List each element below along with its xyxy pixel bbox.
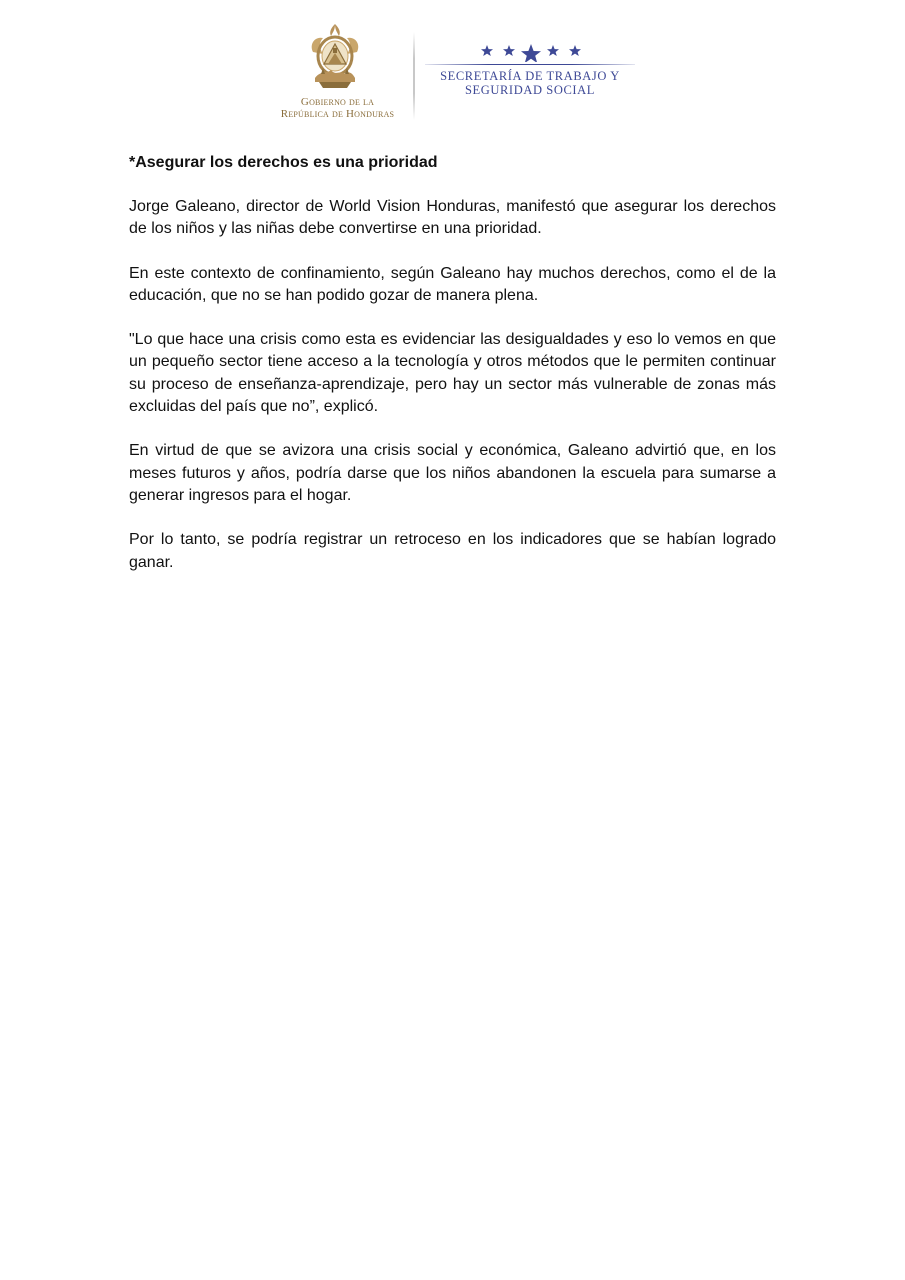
government-logo xyxy=(265,22,410,122)
paragraph-4: En virtud de que se avizora una crisis social y económica, Galeano advirtió que, en los meses futuros y años, podría darse que los niños abandonen la escuela para sumarse a generar ingresos para el hogar. xyxy=(129,442,776,504)
paragraph-1: Jorge Galeano, director de World Vision Honduras, manifestó que asegurar los derechos de los niños y las niñas debe convertirse en una prioridad. xyxy=(129,198,776,238)
logo-divider xyxy=(413,32,415,120)
ministry-name-line-2: SEGURIDAD SOCIAL xyxy=(464,83,596,97)
article-body xyxy=(129,152,776,574)
ministry-logo xyxy=(425,40,640,110)
government-name-line-1: Gobierno de la xyxy=(300,96,375,108)
coat-of-arms-icon xyxy=(307,22,363,92)
ministry-rule xyxy=(425,64,635,65)
paragraph-5: Por lo tanto, se podría registrar un retroceso en los indicadores que se habían logrado ganar. xyxy=(129,531,776,571)
ministry-name-line-1: SECRETARÍA DE TRABAJO Y xyxy=(440,69,620,83)
stars-icon xyxy=(425,40,640,62)
section-heading: *Asegurar los derechos es una prioridad xyxy=(129,154,438,171)
government-name-line-2: República de Honduras xyxy=(280,108,395,120)
paragraph-2: En este contexto de confinamiento, según Galeano hay muchos derechos, como el de la educación, que no se han podido gozar de manera plena. xyxy=(129,264,776,304)
paragraph-3: "Lo que hace una crisis como esta es evidenciar las desigualdades y eso lo vemos en que un pequeño sector tiene acceso a la tecnología y otros métodos que le permiten continuar su proceso de enseñanza-aprendizaje, pero hay un sector más vulnerable de zonas más excluidas del país que no”, explicó. xyxy=(129,331,776,416)
letterhead xyxy=(265,22,645,127)
